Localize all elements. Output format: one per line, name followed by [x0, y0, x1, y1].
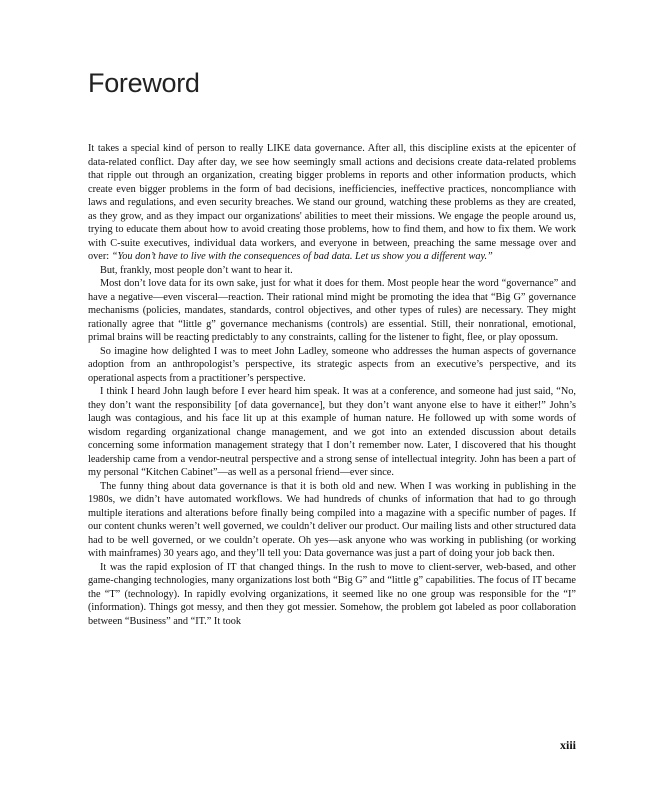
paragraph-1-quote: “You don’t have to live with the consequences of bad data. Let us show you a different way.”: [111, 251, 493, 262]
paragraph-1: [88, 142, 576, 264]
page-number: xiii: [559, 738, 576, 752]
paragraph-2: But, frankly, most people don’t want to hear it.: [100, 264, 293, 276]
paragraph-1-text: It takes a special kind of person to really LIKE data governance. After all, this discipline exists at the epicenter of data-related conflict. Day after day, we see how seemingly small actions and decisions create data-related problems that ripple out through an organization, creating bigger problems in reports and other information products, which create even bigger problems in the form of bad decisions, inefficiencies, ineffective practices, noncompliance with laws and regulations, and even security breaches. We stand our ground, watching these problems as they are created, as they grow, and as they impact our organizations' abilities to meet their missions. We engage the people around us, trying to educate them about how to avoid creating those problems, how to find them, and how to fix them. We work with C-suite executives, individual data workers, and everyone in between, preaching the same message over and over:: [88, 143, 576, 262]
paragraph-6: The funny thing about data governance is that it is both old and new. When I was working in publishing in the 1980s, we didn’t have automated workflows. We had hundreds of chunks of information that had to go through multiple iterations and alterations before finally being compiled into a magazine with a specific number of pages. If our content chunks weren’t well governed, we couldn’t deliver our product. Our mailing lists and other structured data had to be well governed, or we couldn’t operate. Oh yes—ask anyone who was working in publishing (or working with mainframes) 30 years ago, and they’ll tell you: Data governance was just a part of doing your job back then.: [88, 480, 576, 559]
paragraph-4: So imagine how delighted I was to meet John Ladley, someone who addresses the human aspects of governance adoption from an anthropologist’s perspective, its strategic aspects from an executive’s perspective, and its operational aspects from a practitioner’s perspective.: [88, 345, 576, 384]
chapter-title: Foreword: [88, 68, 200, 98]
paragraph-7: It was the rapid explosion of IT that changed things. In the rush to move to client-server, web-based, and other game-changing technologies, many organizations lost both “Big G” and “little g” capabilities. The focus of IT became the “T” (technology). In rapidly evolving organizations, it seemed like no one group was responsible for the “I” (information). Things got messy, and then they got messier. Somehow, the problem got labeled as poor collaboration between “Business” and “IT.” It took: [88, 561, 576, 627]
paragraph-3: Most don’t love data for its own sake, just for what it does for them. Most people hear the word “governance” and have a negative—even visceral—reaction. Their rational mind might be promoting the idea that “Big G” governance mechanisms (policies, mandates, standards, control objectives, and other types of rules) are necessary. They might rationally agree that “little g” governance mechanisms (controls) are essential. Still, their nonrational, emotional, primal brains will be reacting predictably to any constraints, calling for the listener to fight, flee, or play opossum.: [88, 278, 576, 343]
foreword-body: [88, 142, 576, 628]
paragraph-5: I think I heard John laugh before I ever heard him speak. It was at a conference, and someone had just said, “No, they don’t want the responsibility [of data governance], but they don’t want anyone else to have it either!” John’s laugh was contagious, and his face lit up at this example of human nature. He followed up with some words of wisdom regarding organizational change management, and we got into an extended discussion about details concerning some information management strategy that I don’t remember now. Later, I discovered that his thought leadership came from a vendor-neutral perspective and a strong sense of intellectual integrity. John has been a part of my personal “Kitchen Cabinet”—as well as a personal friend—ever since.: [88, 386, 576, 478]
